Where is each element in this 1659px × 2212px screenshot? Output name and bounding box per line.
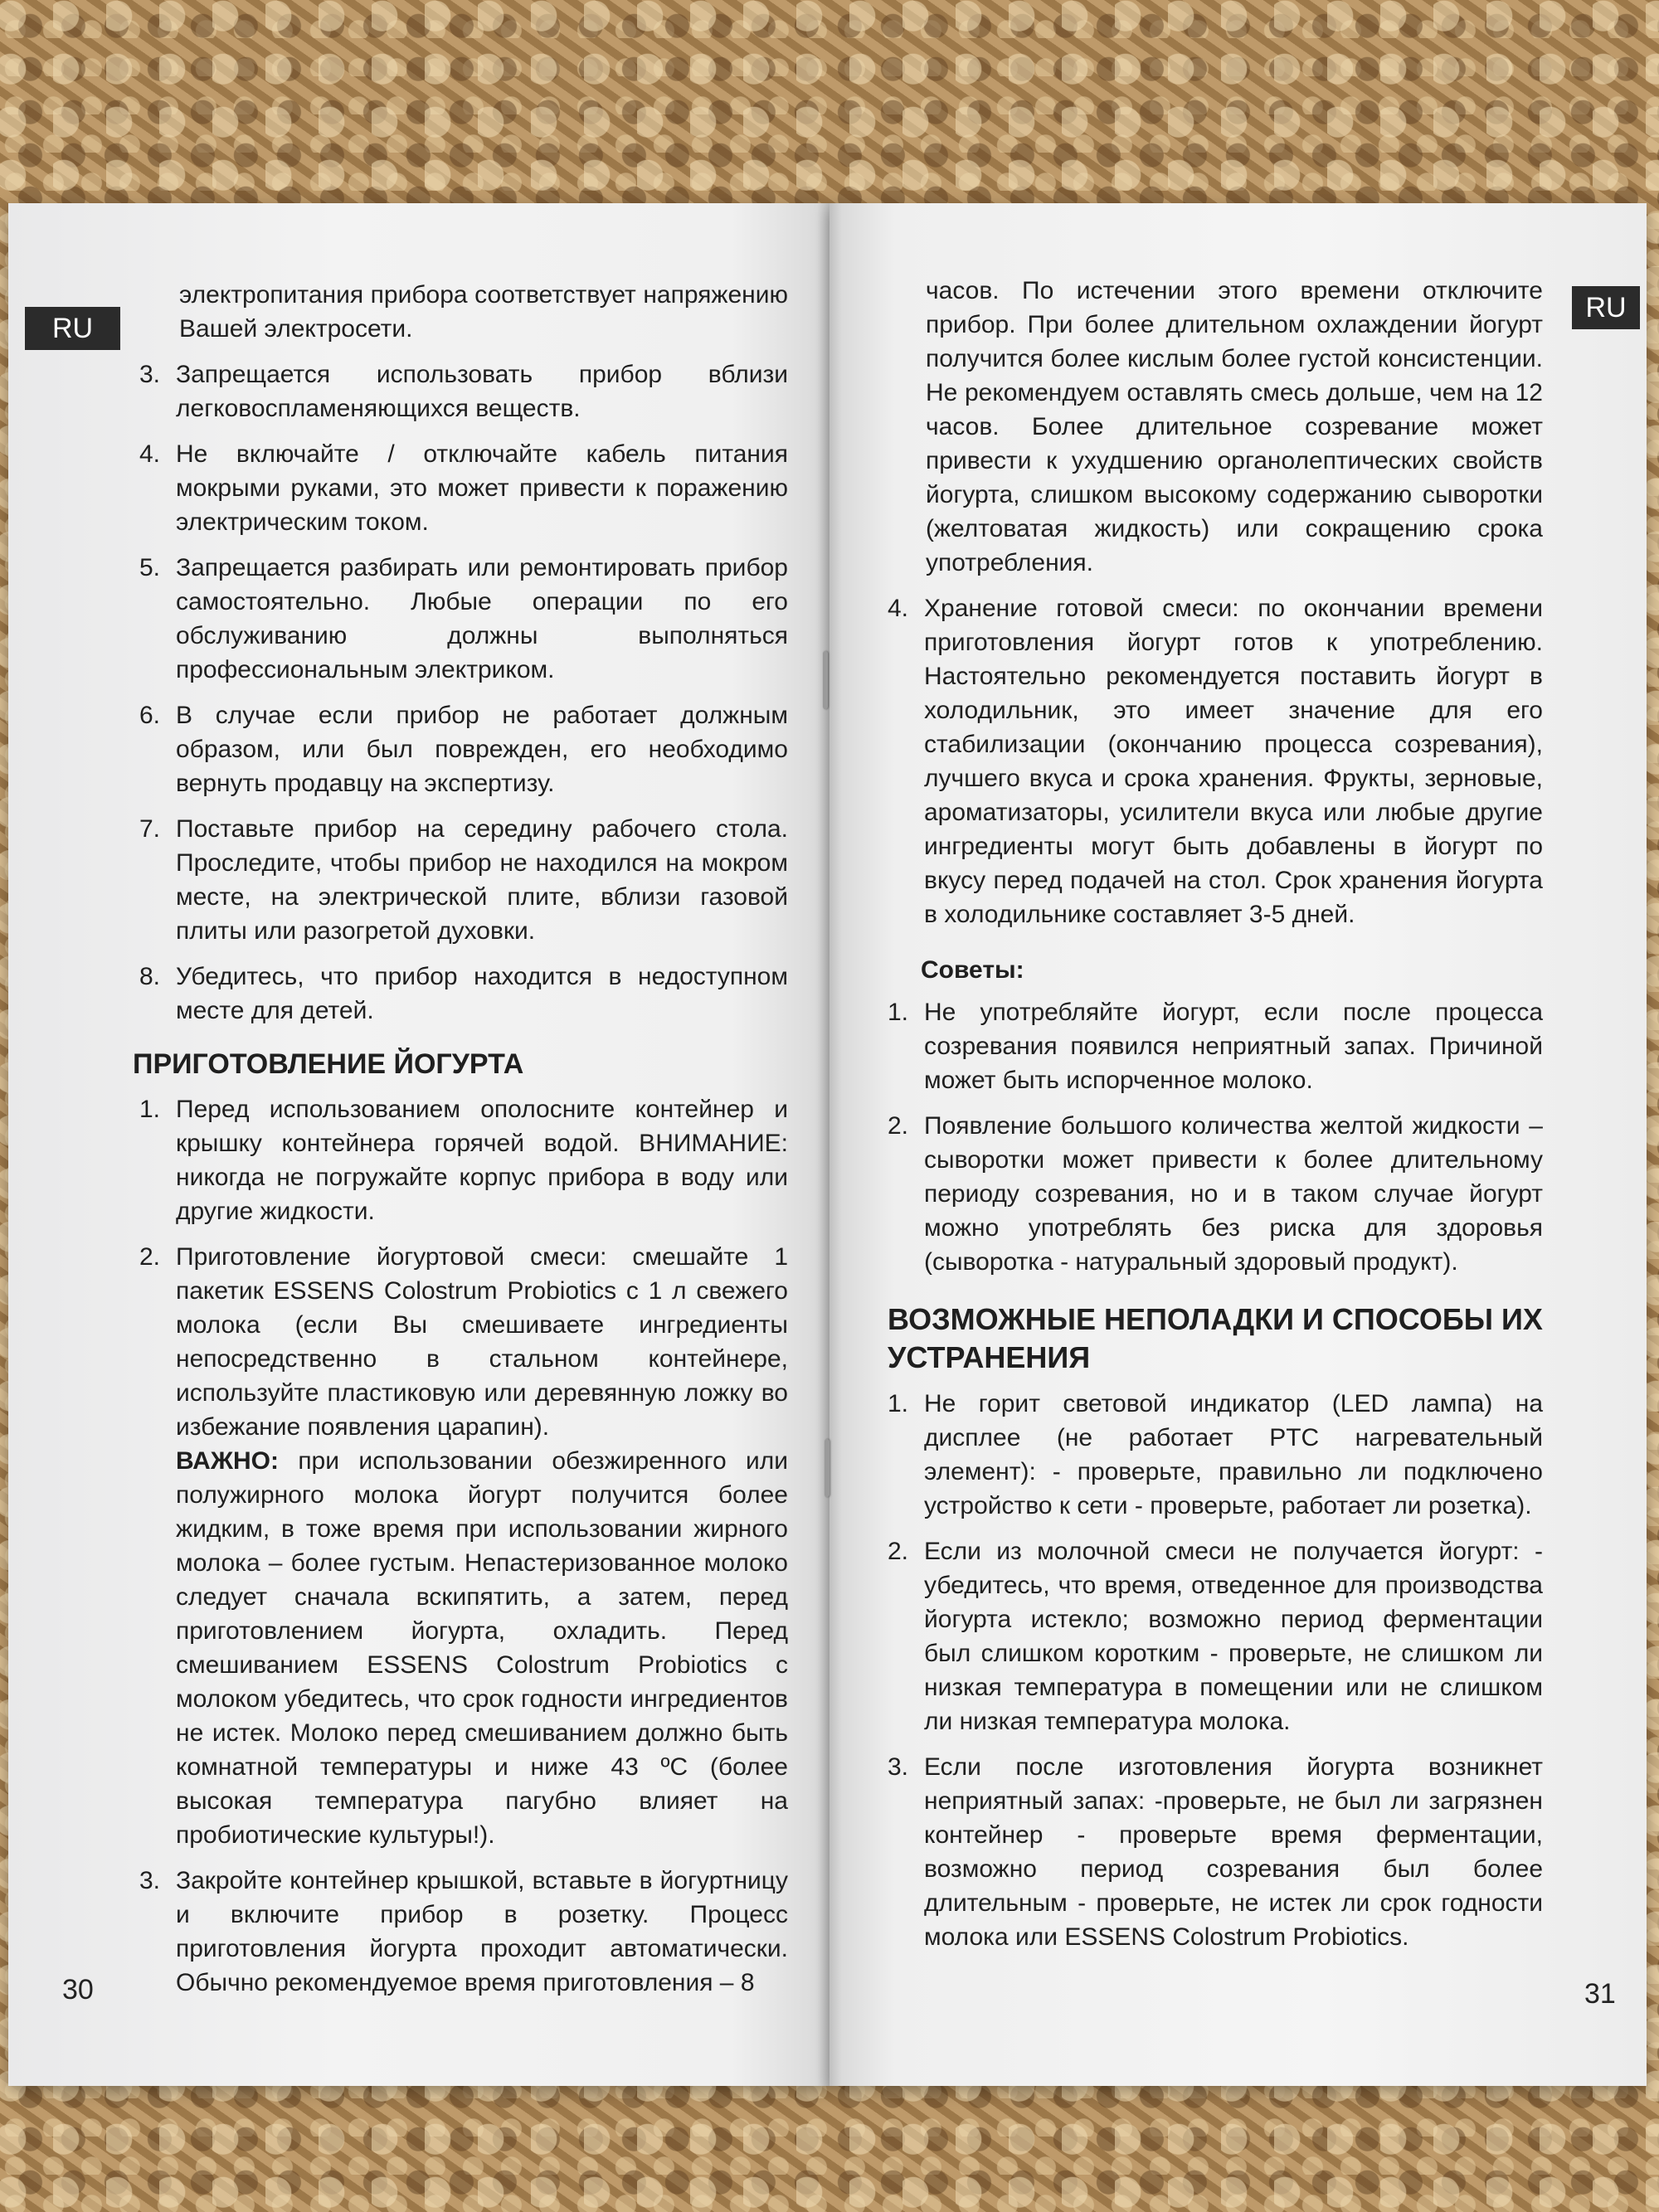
list-item: 7. Поставьте прибор на середину рабочего стола. Проследите, чтобы прибор не находился на мокром месте, на электрической плите, вблизи газовой плиты или разогретой духовки. (139, 815, 788, 945)
intro-continuation: электропитания прибора соответствует напряжению Вашей электросети. (179, 281, 788, 343)
list-item: 4. Не включайте / отключайте кабель питания мокрыми руками, это может привести к поражению электрическим током. (139, 440, 788, 536)
list-item: 3. Если после изготовления йогурта возникнет неприятный запах: -проверьте, не был ли загрязнен контейнер - проверьте время ферментации, возможно период созревания был более длительным - проверьте, не истек ли срок годности молока или ESSENS Colostrum Probiotics. (888, 1753, 1543, 1951)
important-note: ВАЖНО: при использовании обезжиренного или полужирного молока йогурт получится более жидким, в тоже время при использовании жирного молока – более густым. Непастеризованное молоко следует сначала вскипятить, а затем, перед приготовлением йогурта, охладить. Перед смешиванием ESSENS Colostrum Probiotics с молоком убедитесь, что срок годности ингредиентов не истек. Молоко перед смешиванием должно быть комнатной температуры и ниже 43 ºC (более высокая температура пагубно влияет на пробиотические культуры!). (176, 1447, 788, 1849)
booklet (8, 203, 1647, 2086)
right-column (888, 274, 1543, 1966)
list-item: 1. Не употребляйте йогурт, если после процесса созревания появился неприятный запах. Причиной может быть испорченное молоко. (888, 999, 1543, 1094)
language-tab-left: RU (25, 307, 120, 350)
section-heading-troubleshooting: ВОЗМОЖНЫЕ НЕПОЛАДКИ И СПОСОБЫ ИХ УСТРАНЕНИЯ (888, 1302, 1543, 1374)
tips-list (888, 995, 1543, 1279)
storage-list (888, 591, 1543, 931)
list-item: 1. Не горит световой индикатор (LED лампа) на дисплее (не работает PTC нагревательный элемент): - проверьте, правильно ли подключено устройство к сети - проверьте, работает ли розетка). (888, 1390, 1543, 1519)
list-item: 4. Хранение готовой смеси: по окончании времени приготовления йогурт готов к употреблению. Настоятельно рекомендуется поставить йогурт в холодильник, это имеет значение для его стабилизации (окончанию процесса созревания), лучшего вкуса и срока хранения. Фрукты, зерновые, ароматизаторы, усилители вкуса или любые другие ингредиенты могут быть добавлены в йогурт по вкусу перед подачей на стол. Срок хранения йогурта в холодильнике составляет 3-5 дней. (888, 595, 1543, 928)
list-item: 8. Убедитесь, что прибор находится в недоступном месте для детей. (139, 963, 788, 1024)
list-item: 2. Если из молочной смеси не получается йогурт: - убедитесь, что время, отведенное для производства йогурта истекло; возможно период ферментации был слишком коротким - проверьте, не слишком ли низкая температура в помещении или не слишком ли низкая температура молока. (888, 1538, 1543, 1735)
list-item: 6. В случае если прибор не работает должным образом, или был поврежден, его необходимо вернуть продавцу на экспертизу. (139, 702, 788, 797)
right-page (830, 203, 1647, 2086)
list-item: 5. Запрещается разбирать или ремонтировать прибор самостоятельно. Любые операции по его обслуживанию должны выполняться профессиональным электриком. (139, 554, 788, 683)
list-item: 2. Появление большого количества желтой жидкости – сыворотки может привести к более длительному периоду созревания, но и в таком случае йогурт можно употреблять без риска для здоровья (сыворотка - натуральный здоровый продукт). (888, 1112, 1543, 1276)
list-item: 1. Перед использованием ополосните контейнер и крышку контейнера горячей водой. ВНИМАНИЕ: никогда не погружайте корпус прибора в воду или другие жидкости. (139, 1096, 788, 1225)
left-column (133, 278, 788, 2011)
list-item: 3. Закройте контейнер крышкой, вставьте в йогуртницу и включите прибор в розетку. Процесс приготовления йогурта проходит автоматически. Обычно рекомендуемое время приготовления – 8 (139, 1867, 788, 1996)
staple-top (823, 651, 828, 709)
list-item: 2. Приготовление йогуртовой смеси: смешайте 1 пакетик ESSENS Colostrum Probiotics с 1 л свежего молока (если Вы смешиваете ингредиенты непосредственно в стальном контейнере, используйте пластиковую или деревянную ложку во избежание появления царапин). ВАЖНО: при использовании обезжиренного или полужирного молока йогурт получится более жидким, в тоже время при использовании жирного молока – более густым. Непастеризованное молоко следует сначала вскипятить, а затем, перед приготовлением йогурта, охладить. Перед смешиванием ESSENS Colostrum Probiotics с молоком убедитесь, что срок годности ингредиентов не истек. Молоко перед смешиванием должно быть комнатной температуры и ниже 43 ºC (более высокая температура пагубно влияет на пробиотические культуры!). (139, 1240, 788, 1852)
troubleshooting-list (888, 1387, 1543, 1954)
list-item: 3. Запрещается использовать прибор вблизи легковоспламеняющихся веществ. (139, 361, 788, 422)
staple-bottom (825, 1439, 830, 1497)
section-heading-preparation: ПРИГОТОВЛЕНИЕ ЙОГУРТА (133, 1048, 524, 1080)
page-number-left: 30 (62, 1974, 94, 2005)
language-tab-right: RU (1572, 286, 1640, 329)
preparation-list (133, 1092, 788, 2000)
safety-list (133, 357, 788, 1028)
continuation-text: часов. По истечении этого времени отключите прибор. При более длительном охлаждении йогурт получится более кислым более густой консистенции. Не рекомендуем оставлять смесь дольше, чем на 12 часов. Более длительное созревание может привести к ухудшению органолептических свойств йогурта, слишком высокому содержанию сыворотки (желтоватая жидкость) или сокращению срока употребления. (926, 277, 1543, 576)
tips-heading: Советы: (921, 956, 1024, 984)
left-page (8, 203, 830, 2086)
booklet-spine (817, 203, 842, 2086)
page-number-right: 31 (1584, 1978, 1616, 2010)
